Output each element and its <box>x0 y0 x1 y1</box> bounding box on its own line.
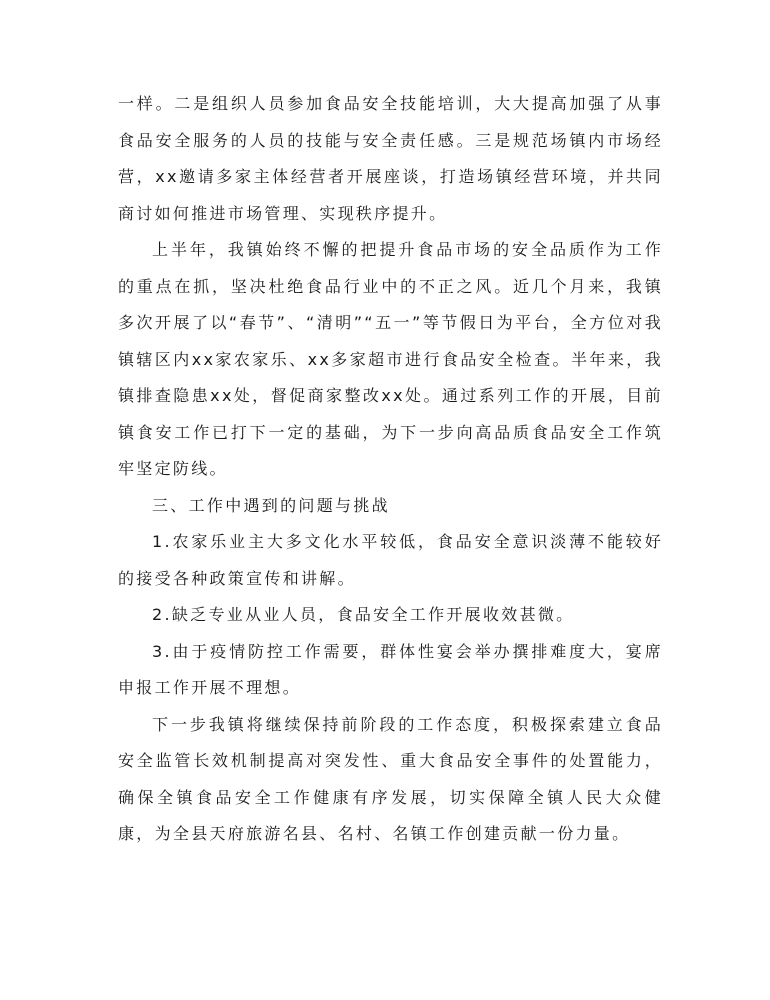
paragraph-first-half-year: 上半年，我镇始终不懈的把提升食品市场的安全品质作为工作的重点在抓，坚决杜绝食品行业中的不正之风。近几个月来，我镇多次开展了以“春节”、“清明”“五一”等节假日为平台，全方位对我镇辖区内xx家农家乐、xx多家超市进行食品安全检查。半年来，我镇排查隐患xx处，督促商家整改xx处。通过系列工作的开展，目前镇食安工作已打下一定的基础，为下一步向高品质食品安全工作筑牢坚定防线。 <box>118 240 663 478</box>
paragraph-next-steps: 下一步我镇将继续保持前阶段的工作态度，积极探索建立食品安全监管长效机制提高对突发性、重大食品安全事件的处置能力，确保全镇食品安全工作健康有序发展，切实保障全镇人民大众健康，为全县天府旅游名县、名村、名镇工作创建贡献一份力量。 <box>118 714 663 843</box>
list-item-2: 2.缺乏专业从业人员，食品安全工作开展收效甚微。 <box>152 605 575 624</box>
document-page <box>118 86 663 853</box>
paragraph-continuation: 一样。二是组织人员参加食品安全技能培训，大大提高加强了从事食品安全服务的人员的技能与安全责任感。三是规范场镇内市场经营，xx邀请多家主体经营者开展座谈，打造场镇经营环境，并共同商讨如何推进市场管理、实现秩序提升。 <box>118 94 663 223</box>
list-item-1: 1.农家乐业主大多文化水平较低，食品安全意识淡薄不能较好的接受各种政策宣传和讲解。 <box>118 532 663 588</box>
list-item-3: 3.由于疫情防控工作需要，群体性宴会举办撰排难度大，宴席申报工作开展不理想。 <box>118 641 663 697</box>
section-heading-problems: 三、工作中遇到的问题与挑战 <box>152 495 390 515</box>
